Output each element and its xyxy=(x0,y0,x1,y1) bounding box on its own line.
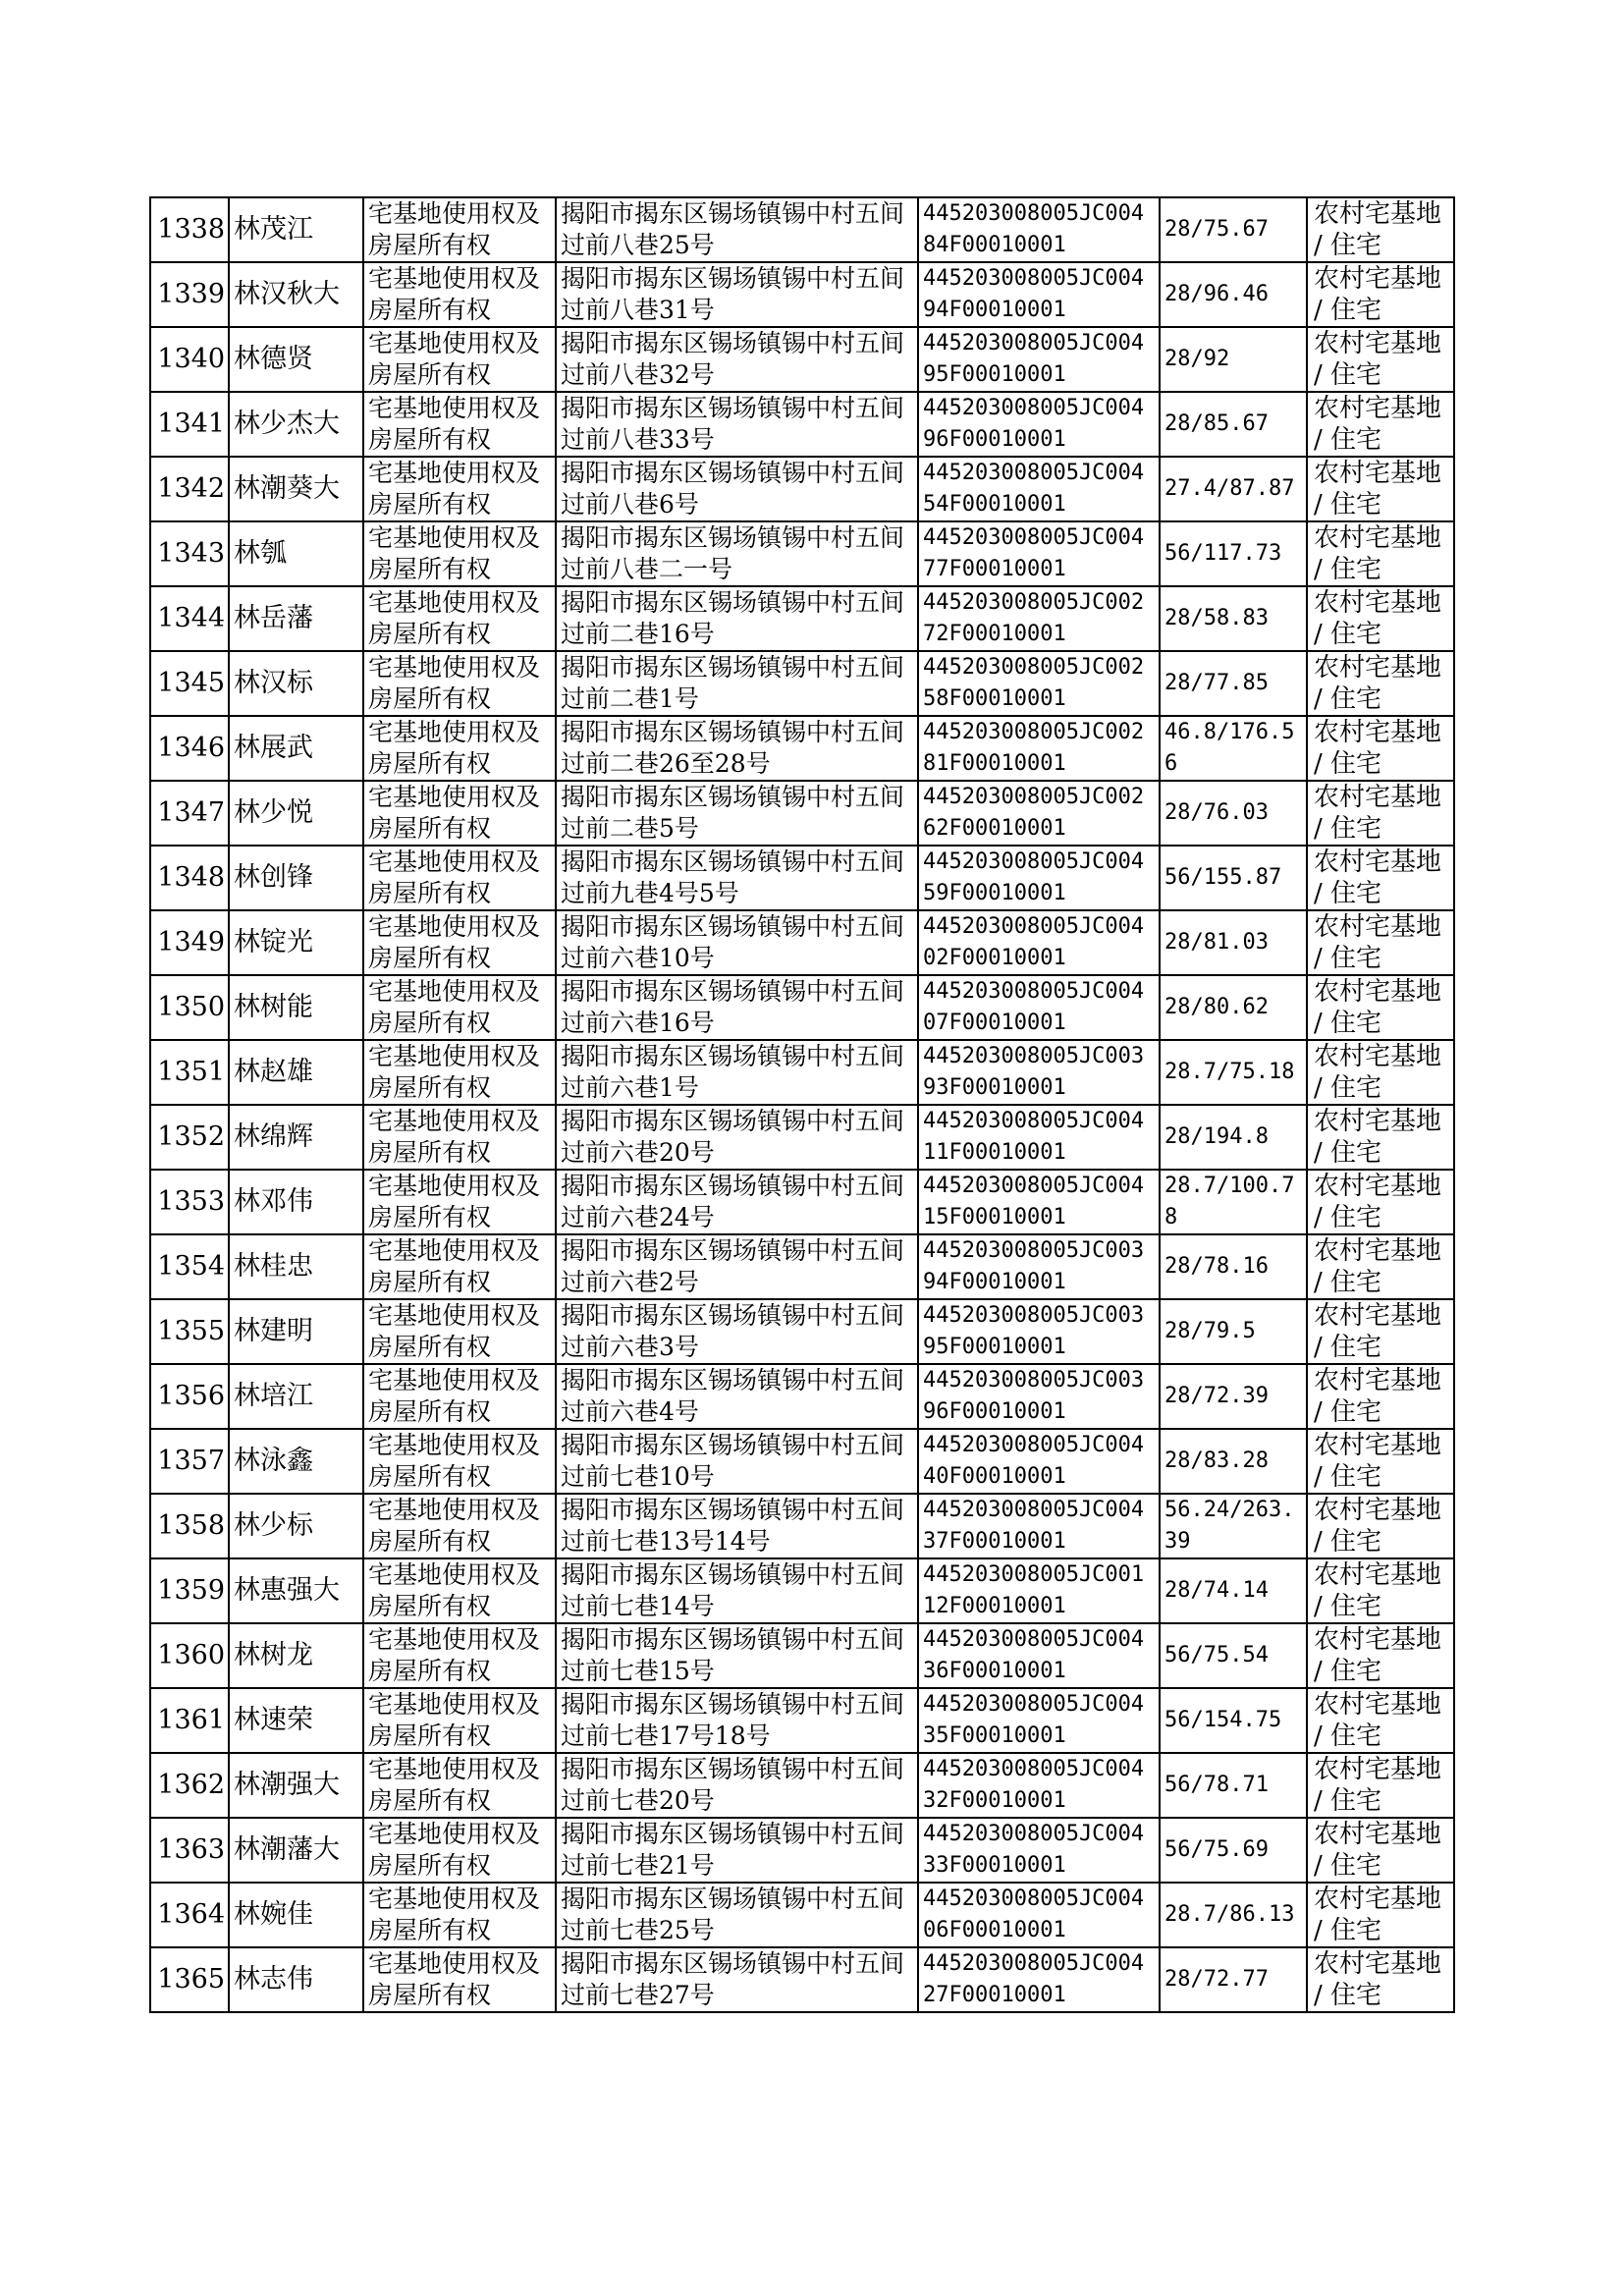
area-cell: 28/72.39 xyxy=(1160,1364,1307,1429)
table-row xyxy=(150,521,1454,586)
owner-name-cell: 林汉标 xyxy=(229,651,363,716)
table-row xyxy=(150,1429,1454,1494)
registry-table-body xyxy=(150,197,1454,2012)
unit-code-cell: 445203008005JC00272F00010001 xyxy=(918,586,1160,651)
unit-code-cell: 445203008005JC00494F00010001 xyxy=(918,262,1160,327)
owner-name-cell: 林创锋 xyxy=(229,846,363,910)
right-type-cell: 宅基地使用权及房屋所有权 xyxy=(363,1364,556,1429)
area-cell: 28.7/86.13 xyxy=(1160,1883,1307,1947)
table-row xyxy=(150,1105,1454,1170)
area-cell: 28/74.14 xyxy=(1160,1558,1307,1623)
address-cell: 揭阳市揭东区锡场镇锡中村五间过前二巷5号 xyxy=(556,781,918,846)
usage-cell: 农村宅基地 / 住宅 xyxy=(1307,1364,1454,1429)
record-number-cell: 1358 xyxy=(150,1494,229,1558)
address-cell: 揭阳市揭东区锡场镇锡中村五间过前六巷16号 xyxy=(556,975,918,1040)
usage-cell: 农村宅基地 / 住宅 xyxy=(1307,1688,1454,1753)
table-row xyxy=(150,781,1454,846)
right-type-cell: 宅基地使用权及房屋所有权 xyxy=(363,1170,556,1234)
right-type-cell: 宅基地使用权及房屋所有权 xyxy=(363,1558,556,1623)
address-cell: 揭阳市揭东区锡场镇锡中村五间过前七巷14号 xyxy=(556,1558,918,1623)
unit-code-cell: 445203008005JC00262F00010001 xyxy=(918,781,1160,846)
record-number-cell: 1360 xyxy=(150,1623,229,1688)
record-number-cell: 1346 xyxy=(150,716,229,781)
area-cell: 28/80.62 xyxy=(1160,975,1307,1040)
right-type-cell: 宅基地使用权及房屋所有权 xyxy=(363,975,556,1040)
unit-code-cell: 445203008005JC00495F00010001 xyxy=(918,327,1160,392)
area-cell: 28/194.8 xyxy=(1160,1105,1307,1170)
area-cell: 56/78.71 xyxy=(1160,1753,1307,1818)
address-cell: 揭阳市揭东区锡场镇锡中村五间过前八巷33号 xyxy=(556,392,918,457)
area-cell: 56/117.73 xyxy=(1160,521,1307,586)
address-cell: 揭阳市揭东区锡场镇锡中村五间过前八巷二一号 xyxy=(556,521,918,586)
unit-code-cell: 445203008005JC00454F00010001 xyxy=(918,457,1160,521)
table-row xyxy=(150,586,1454,651)
address-cell: 揭阳市揭东区锡场镇锡中村五间过前九巷4号5号 xyxy=(556,846,918,910)
area-cell: 56/155.87 xyxy=(1160,846,1307,910)
right-type-cell: 宅基地使用权及房屋所有权 xyxy=(363,262,556,327)
area-cell: 28/85.67 xyxy=(1160,392,1307,457)
right-type-cell: 宅基地使用权及房屋所有权 xyxy=(363,457,556,521)
owner-name-cell: 林少标 xyxy=(229,1494,363,1558)
record-number-cell: 1348 xyxy=(150,846,229,910)
unit-code-cell: 445203008005JC00112F00010001 xyxy=(918,1558,1160,1623)
right-type-cell: 宅基地使用权及房屋所有权 xyxy=(363,521,556,586)
record-number-cell: 1359 xyxy=(150,1558,229,1623)
owner-name-cell: 林德贤 xyxy=(229,327,363,392)
owner-name-cell: 林绵辉 xyxy=(229,1105,363,1170)
table-row xyxy=(150,1558,1454,1623)
record-number-cell: 1354 xyxy=(150,1234,229,1299)
table-row xyxy=(150,1364,1454,1429)
area-cell: 28/75.67 xyxy=(1160,197,1307,262)
table-row xyxy=(150,1170,1454,1234)
table-row xyxy=(150,651,1454,716)
owner-name-cell: 林建明 xyxy=(229,1299,363,1364)
owner-name-cell: 林少悦 xyxy=(229,781,363,846)
address-cell: 揭阳市揭东区锡场镇锡中村五间过前七巷13号14号 xyxy=(556,1494,918,1558)
area-cell: 56/75.54 xyxy=(1160,1623,1307,1688)
owner-name-cell: 林速荣 xyxy=(229,1688,363,1753)
unit-code-cell: 445203008005JC00411F00010001 xyxy=(918,1105,1160,1170)
usage-cell: 农村宅基地 / 住宅 xyxy=(1307,262,1454,327)
usage-cell: 农村宅基地 / 住宅 xyxy=(1307,1040,1454,1105)
table-row xyxy=(150,197,1454,262)
unit-code-cell: 445203008005JC00484F00010001 xyxy=(918,197,1160,262)
unit-code-cell: 445203008005JC00477F00010001 xyxy=(918,521,1160,586)
record-number-cell: 1342 xyxy=(150,457,229,521)
area-cell: 56.24/263.39 xyxy=(1160,1494,1307,1558)
usage-cell: 农村宅基地 / 住宅 xyxy=(1307,1753,1454,1818)
record-number-cell: 1349 xyxy=(150,910,229,975)
owner-name-cell: 林潮强大 xyxy=(229,1753,363,1818)
address-cell: 揭阳市揭东区锡场镇锡中村五间过前六巷2号 xyxy=(556,1234,918,1299)
table-row xyxy=(150,1494,1454,1558)
right-type-cell: 宅基地使用权及房屋所有权 xyxy=(363,1494,556,1558)
owner-name-cell: 林赵雄 xyxy=(229,1040,363,1105)
address-cell: 揭阳市揭东区锡场镇锡中村五间过前八巷6号 xyxy=(556,457,918,521)
table-row xyxy=(150,846,1454,910)
unit-code-cell: 445203008005JC00281F00010001 xyxy=(918,716,1160,781)
table-row xyxy=(150,392,1454,457)
right-type-cell: 宅基地使用权及房屋所有权 xyxy=(363,716,556,781)
area-cell: 28/81.03 xyxy=(1160,910,1307,975)
record-number-cell: 1362 xyxy=(150,1753,229,1818)
address-cell: 揭阳市揭东区锡场镇锡中村五间过前八巷32号 xyxy=(556,327,918,392)
record-number-cell: 1339 xyxy=(150,262,229,327)
unit-code-cell: 445203008005JC00258F00010001 xyxy=(918,651,1160,716)
unit-code-cell: 445203008005JC00396F00010001 xyxy=(918,1364,1160,1429)
table-row xyxy=(150,1688,1454,1753)
unit-code-cell: 445203008005JC00436F00010001 xyxy=(918,1623,1160,1688)
table-row xyxy=(150,1818,1454,1883)
owner-name-cell: 林茂江 xyxy=(229,197,363,262)
area-cell: 28.7/100.78 xyxy=(1160,1170,1307,1234)
owner-name-cell: 林潮葵大 xyxy=(229,457,363,521)
record-number-cell: 1361 xyxy=(150,1688,229,1753)
right-type-cell: 宅基地使用权及房屋所有权 xyxy=(363,392,556,457)
usage-cell: 农村宅基地 / 住宅 xyxy=(1307,197,1454,262)
right-type-cell: 宅基地使用权及房屋所有权 xyxy=(363,1040,556,1105)
right-type-cell: 宅基地使用权及房屋所有权 xyxy=(363,1688,556,1753)
usage-cell: 农村宅基地 / 住宅 xyxy=(1307,327,1454,392)
record-number-cell: 1355 xyxy=(150,1299,229,1364)
address-cell: 揭阳市揭东区锡场镇锡中村五间过前七巷17号18号 xyxy=(556,1688,918,1753)
unit-code-cell: 445203008005JC00433F00010001 xyxy=(918,1818,1160,1883)
unit-code-cell: 445203008005JC00432F00010001 xyxy=(918,1753,1160,1818)
owner-name-cell: 林瓠 xyxy=(229,521,363,586)
area-cell: 27.4/87.87 xyxy=(1160,457,1307,521)
usage-cell: 农村宅基地 / 住宅 xyxy=(1307,716,1454,781)
record-number-cell: 1347 xyxy=(150,781,229,846)
table-row xyxy=(150,910,1454,975)
usage-cell: 农村宅基地 / 住宅 xyxy=(1307,1170,1454,1234)
unit-code-cell: 445203008005JC00406F00010001 xyxy=(918,1883,1160,1947)
usage-cell: 农村宅基地 / 住宅 xyxy=(1307,846,1454,910)
usage-cell: 农村宅基地 / 住宅 xyxy=(1307,1558,1454,1623)
address-cell: 揭阳市揭东区锡场镇锡中村五间过前八巷25号 xyxy=(556,197,918,262)
address-cell: 揭阳市揭东区锡场镇锡中村五间过前六巷24号 xyxy=(556,1170,918,1234)
unit-code-cell: 445203008005JC00394F00010001 xyxy=(918,1234,1160,1299)
owner-name-cell: 林婉佳 xyxy=(229,1883,363,1947)
owner-name-cell: 林邓伟 xyxy=(229,1170,363,1234)
table-row xyxy=(150,1947,1454,2012)
right-type-cell: 宅基地使用权及房屋所有权 xyxy=(363,327,556,392)
registry-table xyxy=(149,196,1455,2013)
right-type-cell: 宅基地使用权及房屋所有权 xyxy=(363,586,556,651)
usage-cell: 农村宅基地 / 住宅 xyxy=(1307,1299,1454,1364)
area-cell: 28/72.77 xyxy=(1160,1947,1307,2012)
right-type-cell: 宅基地使用权及房屋所有权 xyxy=(363,846,556,910)
owner-name-cell: 林潮藩大 xyxy=(229,1818,363,1883)
unit-code-cell: 445203008005JC00395F00010001 xyxy=(918,1299,1160,1364)
unit-code-cell: 445203008005JC00437F00010001 xyxy=(918,1494,1160,1558)
record-number-cell: 1341 xyxy=(150,392,229,457)
usage-cell: 农村宅基地 / 住宅 xyxy=(1307,1623,1454,1688)
right-type-cell: 宅基地使用权及房屋所有权 xyxy=(363,197,556,262)
address-cell: 揭阳市揭东区锡场镇锡中村五间过前七巷21号 xyxy=(556,1818,918,1883)
address-cell: 揭阳市揭东区锡场镇锡中村五间过前二巷1号 xyxy=(556,651,918,716)
table-row xyxy=(150,327,1454,392)
record-number-cell: 1345 xyxy=(150,651,229,716)
address-cell: 揭阳市揭东区锡场镇锡中村五间过前六巷4号 xyxy=(556,1364,918,1429)
unit-code-cell: 445203008005JC00496F00010001 xyxy=(918,392,1160,457)
table-row xyxy=(150,1883,1454,1947)
usage-cell: 农村宅基地 / 住宅 xyxy=(1307,392,1454,457)
address-cell: 揭阳市揭东区锡场镇锡中村五间过前七巷20号 xyxy=(556,1753,918,1818)
record-number-cell: 1364 xyxy=(150,1883,229,1947)
area-cell: 56/154.75 xyxy=(1160,1688,1307,1753)
table-row xyxy=(150,1623,1454,1688)
area-cell: 56/75.69 xyxy=(1160,1818,1307,1883)
area-cell: 28/77.85 xyxy=(1160,651,1307,716)
table-row xyxy=(150,716,1454,781)
address-cell: 揭阳市揭东区锡场镇锡中村五间过前七巷15号 xyxy=(556,1623,918,1688)
right-type-cell: 宅基地使用权及房屋所有权 xyxy=(363,1105,556,1170)
area-cell: 28/76.03 xyxy=(1160,781,1307,846)
address-cell: 揭阳市揭东区锡场镇锡中村五间过前六巷1号 xyxy=(556,1040,918,1105)
owner-name-cell: 林培江 xyxy=(229,1364,363,1429)
usage-cell: 农村宅基地 / 住宅 xyxy=(1307,910,1454,975)
unit-code-cell: 445203008005JC00440F00010001 xyxy=(918,1429,1160,1494)
address-cell: 揭阳市揭东区锡场镇锡中村五间过前六巷20号 xyxy=(556,1105,918,1170)
owner-name-cell: 林惠强大 xyxy=(229,1558,363,1623)
record-number-cell: 1350 xyxy=(150,975,229,1040)
owner-name-cell: 林展武 xyxy=(229,716,363,781)
record-number-cell: 1363 xyxy=(150,1818,229,1883)
address-cell: 揭阳市揭东区锡场镇锡中村五间过前二巷16号 xyxy=(556,586,918,651)
usage-cell: 农村宅基地 / 住宅 xyxy=(1307,1494,1454,1558)
address-cell: 揭阳市揭东区锡场镇锡中村五间过前八巷31号 xyxy=(556,262,918,327)
right-type-cell: 宅基地使用权及房屋所有权 xyxy=(363,1753,556,1818)
record-number-cell: 1338 xyxy=(150,197,229,262)
area-cell: 28/79.5 xyxy=(1160,1299,1307,1364)
record-number-cell: 1344 xyxy=(150,586,229,651)
table-row xyxy=(150,975,1454,1040)
unit-code-cell: 445203008005JC00407F00010001 xyxy=(918,975,1160,1040)
unit-code-cell: 445203008005JC00415F00010001 xyxy=(918,1170,1160,1234)
record-number-cell: 1353 xyxy=(150,1170,229,1234)
address-cell: 揭阳市揭东区锡场镇锡中村五间过前二巷26至28号 xyxy=(556,716,918,781)
area-cell: 28/58.83 xyxy=(1160,586,1307,651)
record-number-cell: 1351 xyxy=(150,1040,229,1105)
unit-code-cell: 445203008005JC00402F00010001 xyxy=(918,910,1160,975)
table-row xyxy=(150,1234,1454,1299)
address-cell: 揭阳市揭东区锡场镇锡中村五间过前七巷10号 xyxy=(556,1429,918,1494)
unit-code-cell: 445203008005JC00435F00010001 xyxy=(918,1688,1160,1753)
right-type-cell: 宅基地使用权及房屋所有权 xyxy=(363,1299,556,1364)
area-cell: 28/96.46 xyxy=(1160,262,1307,327)
right-type-cell: 宅基地使用权及房屋所有权 xyxy=(363,1818,556,1883)
owner-name-cell: 林岳藩 xyxy=(229,586,363,651)
unit-code-cell: 445203008005JC00393F00010001 xyxy=(918,1040,1160,1105)
usage-cell: 农村宅基地 / 住宅 xyxy=(1307,1234,1454,1299)
record-number-cell: 1357 xyxy=(150,1429,229,1494)
owner-name-cell: 林树龙 xyxy=(229,1623,363,1688)
right-type-cell: 宅基地使用权及房屋所有权 xyxy=(363,1947,556,2012)
address-cell: 揭阳市揭东区锡场镇锡中村五间过前七巷27号 xyxy=(556,1947,918,2012)
record-number-cell: 1365 xyxy=(150,1947,229,2012)
right-type-cell: 宅基地使用权及房屋所有权 xyxy=(363,1883,556,1947)
owner-name-cell: 林泳鑫 xyxy=(229,1429,363,1494)
unit-code-cell: 445203008005JC00459F00010001 xyxy=(918,846,1160,910)
right-type-cell: 宅基地使用权及房屋所有权 xyxy=(363,651,556,716)
table-row xyxy=(150,262,1454,327)
area-cell: 28.7/75.18 xyxy=(1160,1040,1307,1105)
area-cell: 28/92 xyxy=(1160,327,1307,392)
usage-cell: 农村宅基地 / 住宅 xyxy=(1307,586,1454,651)
owner-name-cell: 林志伟 xyxy=(229,1947,363,2012)
owner-name-cell: 林树能 xyxy=(229,975,363,1040)
owner-name-cell: 林桂忠 xyxy=(229,1234,363,1299)
area-cell: 28/83.28 xyxy=(1160,1429,1307,1494)
usage-cell: 农村宅基地 / 住宅 xyxy=(1307,975,1454,1040)
owner-name-cell: 林汉秋大 xyxy=(229,262,363,327)
record-number-cell: 1352 xyxy=(150,1105,229,1170)
usage-cell: 农村宅基地 / 住宅 xyxy=(1307,1947,1454,2012)
usage-cell: 农村宅基地 / 住宅 xyxy=(1307,1105,1454,1170)
usage-cell: 农村宅基地 / 住宅 xyxy=(1307,651,1454,716)
table-row xyxy=(150,1299,1454,1364)
record-number-cell: 1356 xyxy=(150,1364,229,1429)
record-number-cell: 1340 xyxy=(150,327,229,392)
right-type-cell: 宅基地使用权及房屋所有权 xyxy=(363,781,556,846)
right-type-cell: 宅基地使用权及房屋所有权 xyxy=(363,1429,556,1494)
usage-cell: 农村宅基地 / 住宅 xyxy=(1307,781,1454,846)
table-row xyxy=(150,457,1454,521)
address-cell: 揭阳市揭东区锡场镇锡中村五间过前六巷10号 xyxy=(556,910,918,975)
owner-name-cell: 林锭光 xyxy=(229,910,363,975)
usage-cell: 农村宅基地 / 住宅 xyxy=(1307,1818,1454,1883)
usage-cell: 农村宅基地 / 住宅 xyxy=(1307,1883,1454,1947)
area-cell: 46.8/176.56 xyxy=(1160,716,1307,781)
unit-code-cell: 445203008005JC00427F00010001 xyxy=(918,1947,1160,2012)
owner-name-cell: 林少杰大 xyxy=(229,392,363,457)
usage-cell: 农村宅基地 / 住宅 xyxy=(1307,457,1454,521)
right-type-cell: 宅基地使用权及房屋所有权 xyxy=(363,1234,556,1299)
right-type-cell: 宅基地使用权及房屋所有权 xyxy=(363,910,556,975)
table-row xyxy=(150,1753,1454,1818)
usage-cell: 农村宅基地 / 住宅 xyxy=(1307,1429,1454,1494)
area-cell: 28/78.16 xyxy=(1160,1234,1307,1299)
address-cell: 揭阳市揭东区锡场镇锡中村五间过前七巷25号 xyxy=(556,1883,918,1947)
right-type-cell: 宅基地使用权及房屋所有权 xyxy=(363,1623,556,1688)
record-number-cell: 1343 xyxy=(150,521,229,586)
usage-cell: 农村宅基地 / 住宅 xyxy=(1307,521,1454,586)
table-row xyxy=(150,1040,1454,1105)
address-cell: 揭阳市揭东区锡场镇锡中村五间过前六巷3号 xyxy=(556,1299,918,1364)
